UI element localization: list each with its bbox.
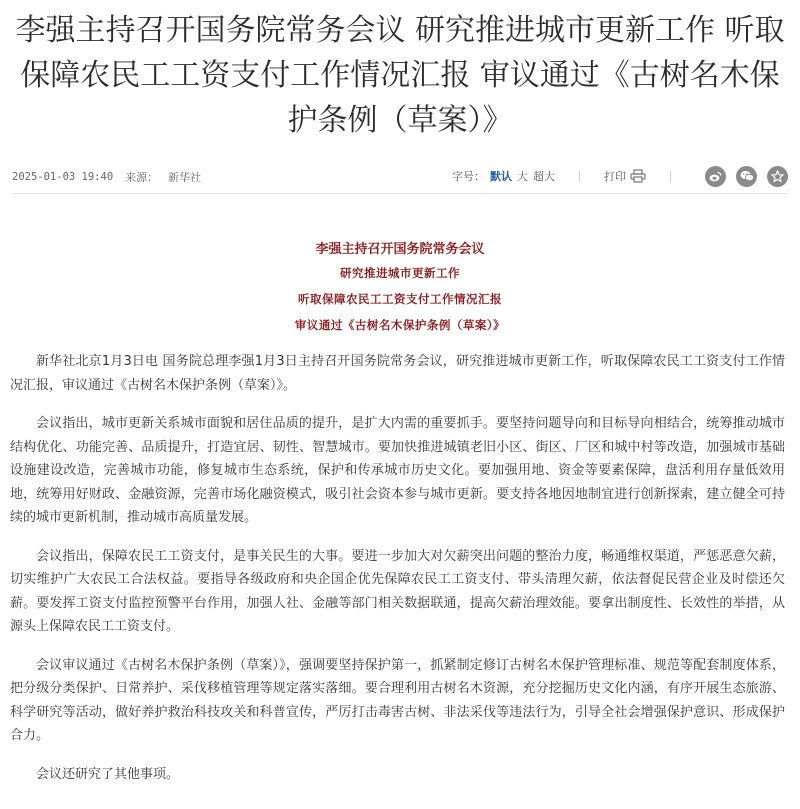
favorite-icon[interactable]	[767, 166, 788, 187]
divider	[670, 171, 671, 182]
font-size-label: 字号：	[452, 170, 485, 183]
article-paragraph: 会议指出，城市更新关系城市面貌和居住品质的提升，是扩大内需的重要抓手。要坚持问题导向和目标导向相结合，统筹推动城市结构优化、功能完善、品质提升，打造宜居、韧性、智慧城市。要加快推进城镇老旧小区、街区、厂区和城中村等改造，加强城市基础设施建设改造，完善城市功能，修复城市生态系统，保护和传承城市历史文化。要加强用地、资金等要素保障，盘活利用存量低效用地，统筹用好财政、金融资源，完善市场化融资模式，吸引社会资本参与城市更新。要支持各地因地制宜进行创新探索，建立健全可持续的城市更新机制，推动城市高质量发展。	[10, 416, 785, 525]
sub-heading: 听取保障农民工工资支付工作情况汇报	[298, 292, 502, 306]
article-headline: 李强主持召开国务院常务会议 研究推进城市更新工作 听取保障农民工工资支付工作情况汇报 审议通过《古树名木保护条例（草案）》	[15, 13, 785, 138]
printer-icon	[630, 169, 646, 183]
article-meta-bar	[12, 164, 788, 194]
print-button[interactable]	[604, 168, 646, 184]
article-paragraph: 会议还研究了其他事项。	[36, 766, 180, 782]
article-body	[10, 350, 785, 801]
article-meta-info	[12, 169, 201, 185]
font-size-default-button[interactable]: 默认	[490, 170, 512, 183]
article-paragraph: 会议审议通过《古树名木保护条例（草案）》，强调要坚持保护第一，抓紧制定修订古树名木保护管理标准、规范等配套制度体系，把分级分类保护、日常养护、采伐移植管理等规定落实落细。要合理利用古树名木资源，充分挖掘历史文化内涵，有序开展生态旅游、科学研究等活动，做好养护救治科技攻关和科普宣传，严厉打击毒害古树、非法采伐等违法行为，引导全社会增强保护意识、形成保护合力。	[10, 657, 785, 743]
source-name: 新华社	[168, 171, 202, 184]
print-label: 打印	[604, 170, 626, 183]
divider	[579, 171, 580, 182]
source-label: 来源：	[125, 171, 159, 184]
article-paragraph: 新华社北京1月3日电 国务院总理李强1月3日主持召开国务院常务会议，研究推进城市更新工作，听取保障农民工工资支付工作情况汇报，审议通过《古树名木保护条例（草案）》。	[10, 354, 785, 393]
sub-heading: 研究推进城市更新工作	[340, 266, 460, 280]
font-size-xlarge-button[interactable]: 超大	[533, 170, 555, 183]
sub-heading: 审议通过《古树名木保护条例（草案）》	[294, 318, 506, 332]
article-tools	[452, 164, 788, 188]
sub-heading-main: 李强主持召开国务院常务会议	[315, 242, 485, 257]
wechat-icon[interactable]	[736, 166, 757, 187]
weibo-icon[interactable]	[705, 166, 726, 187]
article-sub-headings	[0, 240, 800, 338]
publish-datetime: 2025-01-03 19:40	[12, 171, 114, 183]
font-size-large-button[interactable]: 大	[517, 170, 528, 183]
article-paragraph: 会议指出，保障农民工工资支付，是事关民生的大事。要进一步加大对欠薪突出问题的整治力度，畅通维权渠道，严惩恶意欠薪，切实维护广大农民工合法权益。要指导各级政府和央企国企优先保障农民工工资支付、带头清理欠薪，依法督促民营企业及时偿还欠薪。要发挥工资支付监控预警平台作用，加强人社、金融等部门相关数据联通，提高欠薪治理效能。要拿出制度性、长效性的举措，从源头上保障农民工工资支付。	[10, 548, 785, 634]
